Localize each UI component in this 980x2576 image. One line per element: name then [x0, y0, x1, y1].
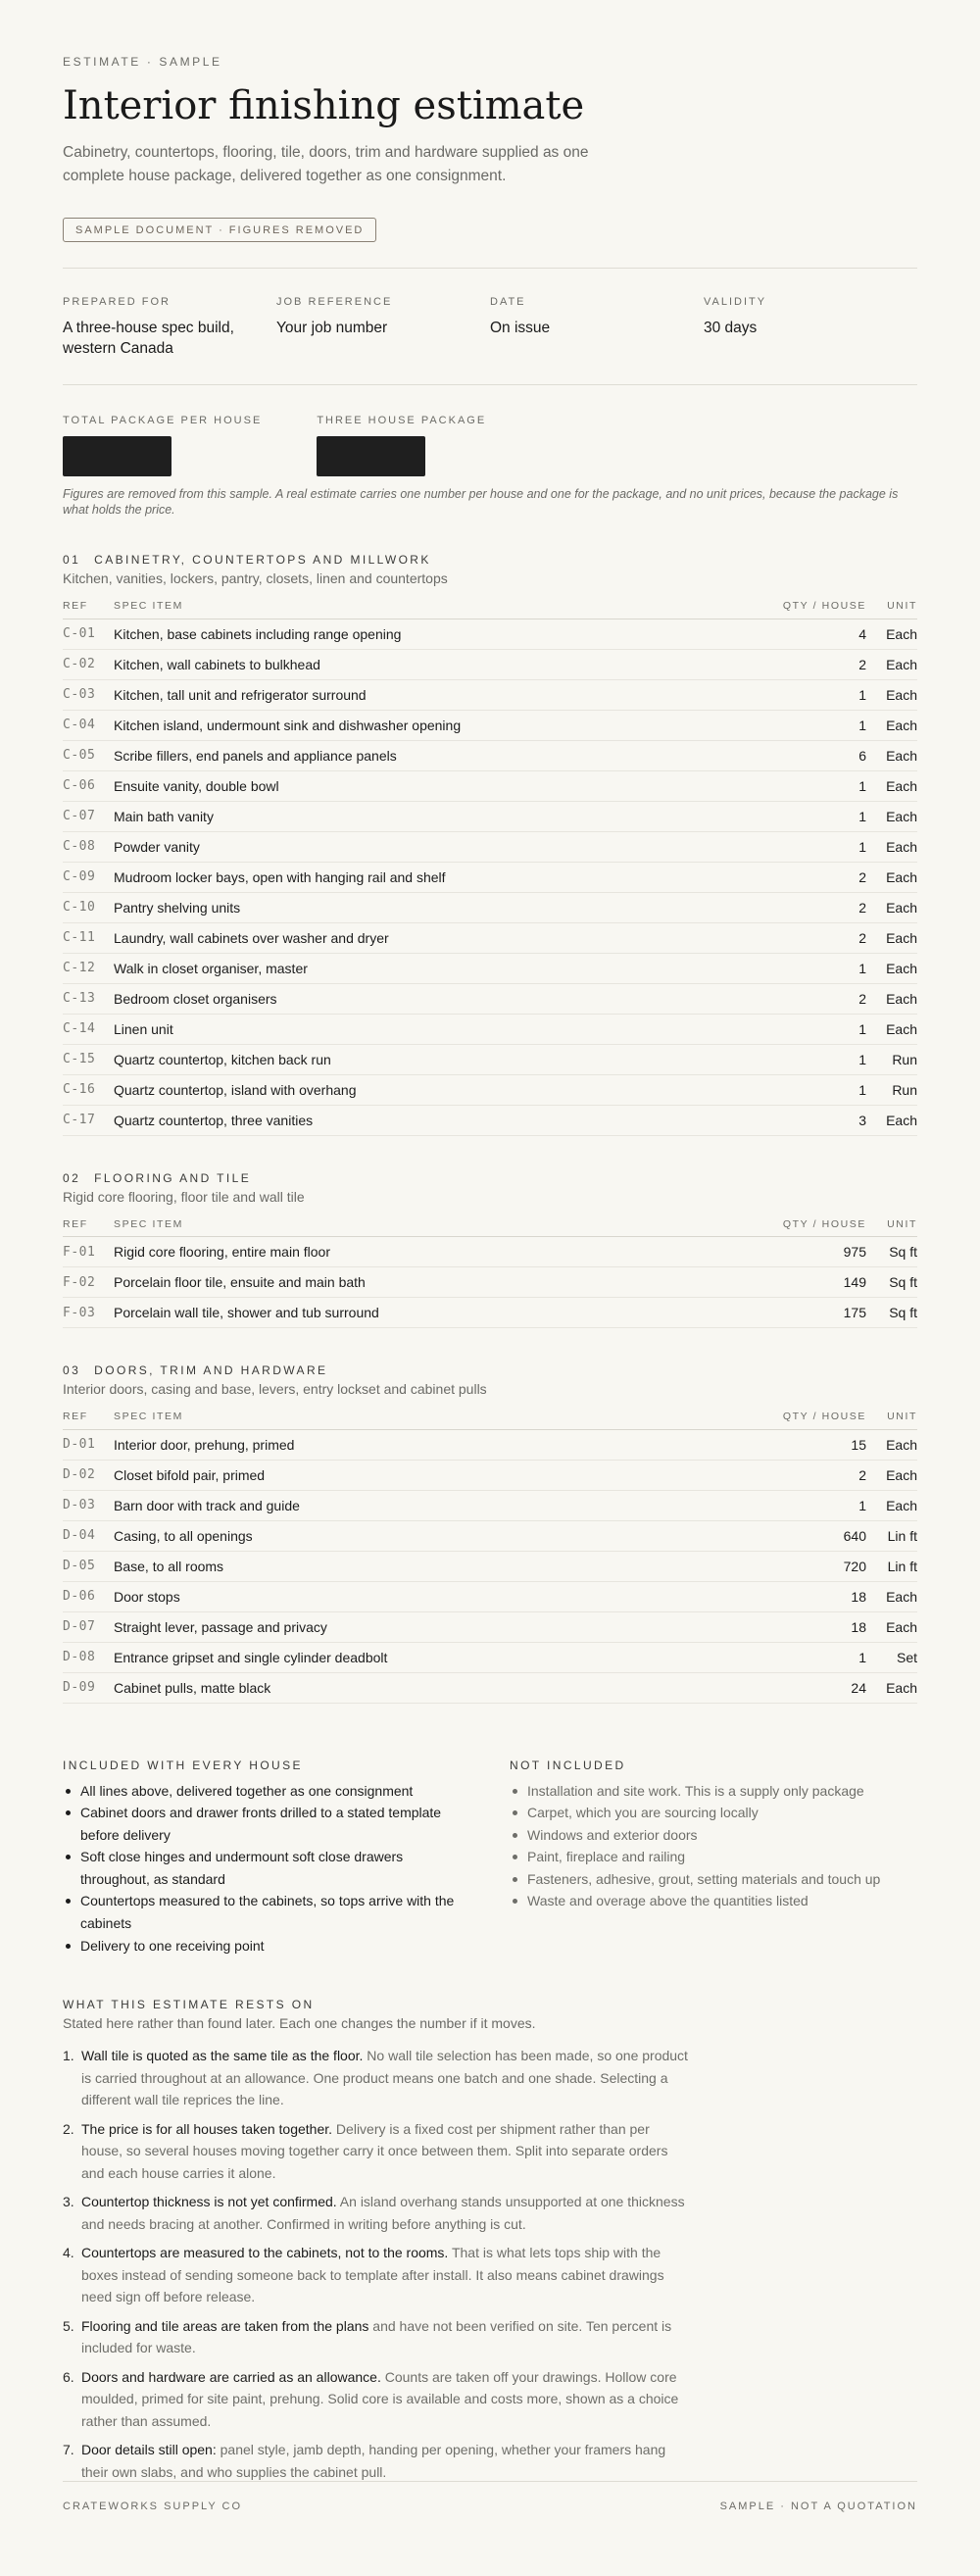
assumption-text: and have not been verified on site. Ten percent is included for waste.	[81, 2317, 672, 2356]
row-spec-item: Entrance gripset and single cylinder deadbolt	[114, 1642, 719, 1672]
meta-value: On issue	[490, 320, 551, 336]
row-spec-item: Quartz countertop, kitchen back run	[114, 1044, 719, 1074]
row-unit: Each	[866, 1490, 917, 1520]
row-ref: C-14	[63, 1014, 114, 1044]
row-quantity: 975	[719, 1237, 866, 1267]
table-header-row	[63, 1405, 917, 1429]
assumption-item	[63, 2191, 690, 2235]
row-spec-item: Kitchen, tall unit and refrigerator surround	[114, 679, 719, 710]
assumption-number: 4.	[63, 2245, 74, 2261]
row-quantity: 1	[719, 953, 866, 983]
row-unit: Each	[866, 1611, 917, 1642]
row-quantity: 2	[719, 649, 866, 679]
row-spec-item: Casing, to all openings	[114, 1520, 719, 1551]
included-heading: INCLUDED WITH EVERY HOUSE	[63, 1758, 303, 1772]
row-ref: D-05	[63, 1551, 114, 1581]
row-unit: Each	[866, 710, 917, 740]
section-title: CABINETRY, COUNTERTOPS AND MILLWORK	[94, 553, 431, 567]
meta-value: A three-house spec build, western Canada	[63, 320, 234, 357]
row-ref: C-09	[63, 862, 114, 892]
row-ref: C-10	[63, 892, 114, 922]
row-ref: C-05	[63, 740, 114, 770]
estimate-section	[63, 553, 917, 1136]
column-header-item: SPEC ITEM	[114, 594, 719, 619]
estimate-section	[63, 1363, 917, 1704]
row-spec-item: Closet bifold pair, primed	[114, 1460, 719, 1490]
row-spec-item: Straight lever, passage and privacy	[114, 1611, 719, 1642]
assumption-number: 7.	[63, 2442, 74, 2458]
row-ref: C-16	[63, 1074, 114, 1105]
row-spec-item: Pantry shelving units	[114, 892, 719, 922]
included-list	[63, 1759, 510, 1957]
assumption-item	[63, 2242, 690, 2308]
estimate-page	[63, 0, 917, 2490]
assumption-number: 2.	[63, 2120, 74, 2137]
column-header-item: SPEC ITEM	[114, 1405, 719, 1429]
row-ref: D-08	[63, 1642, 114, 1672]
row-ref: C-03	[63, 679, 114, 710]
assumption-item	[63, 2045, 690, 2111]
row-unit: Each	[866, 983, 917, 1014]
meta-job-reference	[276, 296, 490, 359]
row-quantity: 1	[719, 1490, 866, 1520]
table-row	[63, 831, 917, 862]
table-row	[63, 983, 917, 1014]
column-header-ref: REF	[63, 594, 114, 619]
table-row	[63, 892, 917, 922]
redacted-figure	[317, 436, 425, 476]
row-spec-item: Ensuite vanity, double bowl	[114, 770, 719, 801]
row-spec-item: Mudroom locker bays, open with hanging rail and shelf	[114, 862, 719, 892]
row-ref: C-04	[63, 710, 114, 740]
table-row	[63, 953, 917, 983]
column-header-unit: UNIT	[866, 594, 917, 619]
row-ref: F-02	[63, 1267, 114, 1298]
assumptions-subheading: Stated here rather than found later. Each one changes the number if it moves.	[63, 2015, 536, 2032]
table-row	[63, 1642, 917, 1672]
row-unit: Each	[866, 862, 917, 892]
row-ref: C-17	[63, 1105, 114, 1135]
column-header-unit: UNIT	[866, 1405, 917, 1429]
row-spec-item: Bedroom closet organisers	[114, 983, 719, 1014]
assumption-text: Delivery is a fixed cost per shipment rather than per house, so several houses moving together carry it once between them. Split into separate orders and each house carries it alone.	[81, 2120, 668, 2181]
row-quantity: 149	[719, 1267, 866, 1298]
row-spec-item: Laundry, wall cabinets over washer and dryer	[114, 922, 719, 953]
column-header-ref: REF	[63, 1405, 114, 1429]
row-spec-item: Door stops	[114, 1581, 719, 1611]
table-header-row	[63, 1213, 917, 1237]
row-ref: C-07	[63, 801, 114, 831]
sample-stamp-badge: SAMPLE DOCUMENT · FIGURES REMOVED	[63, 218, 376, 242]
table-row	[63, 1611, 917, 1642]
row-unit: Lin ft	[866, 1551, 917, 1581]
excluded-list	[510, 1759, 917, 1957]
table-row	[63, 1298, 917, 1328]
column-header-qty: QTY / HOUSE	[719, 1405, 866, 1429]
meta-label: PREPARED FOR	[63, 296, 171, 308]
row-quantity: 2	[719, 892, 866, 922]
section-title: DOORS, TRIM AND HARDWARE	[94, 1363, 328, 1377]
assumption-item	[63, 2118, 690, 2185]
column-header-qty: QTY / HOUSE	[719, 1213, 866, 1237]
row-unit: Each	[866, 1460, 917, 1490]
row-unit: Each	[866, 1581, 917, 1611]
row-unit: Each	[866, 1105, 917, 1135]
row-quantity: 1	[719, 679, 866, 710]
row-quantity: 3	[719, 1105, 866, 1135]
excluded-heading: NOT INCLUDED	[510, 1758, 626, 1772]
row-ref: D-01	[63, 1429, 114, 1460]
table-row	[63, 1429, 917, 1460]
section-number: 01	[63, 553, 81, 567]
assumption-lead: Wall tile is quoted as the same tile as the floor.	[81, 2048, 364, 2064]
section-number: 02	[63, 1170, 81, 1185]
table-row	[63, 1672, 917, 1703]
table-row	[63, 1581, 917, 1611]
row-unit: Run	[866, 1044, 917, 1074]
row-unit: Each	[866, 619, 917, 649]
row-ref: D-06	[63, 1581, 114, 1611]
row-spec-item: Walk in closet organiser, master	[114, 953, 719, 983]
section-heading	[63, 553, 917, 567]
assumption-number: 5.	[63, 2317, 74, 2334]
row-ref: C-12	[63, 953, 114, 983]
assumption-item	[63, 2366, 690, 2433]
column-header-qty: QTY / HOUSE	[719, 594, 866, 619]
row-unit: Each	[866, 922, 917, 953]
row-ref: C-15	[63, 1044, 114, 1074]
meta-date	[490, 296, 704, 359]
meta-label: DATE	[490, 296, 526, 308]
section-heading	[63, 1171, 917, 1185]
row-quantity: 1	[719, 801, 866, 831]
row-quantity: 1	[719, 1044, 866, 1074]
table-row	[63, 770, 917, 801]
excluded-item: Windows and exterior doors	[510, 1824, 917, 1847]
row-unit: Each	[866, 1014, 917, 1044]
document-eyebrow: ESTIMATE · SAMPLE	[63, 55, 222, 69]
row-ref: C-11	[63, 922, 114, 953]
row-unit: Lin ft	[866, 1520, 917, 1551]
redacted-figure	[63, 436, 172, 476]
total-label: THREE HOUSE PACKAGE	[317, 415, 487, 426]
estimate-sections	[63, 553, 917, 1704]
total-three-house	[317, 415, 486, 476]
row-ref: C-01	[63, 619, 114, 649]
row-spec-item: Kitchen, base cabinets including range opening	[114, 619, 719, 649]
row-unit: Sq ft	[866, 1237, 917, 1267]
row-spec-item: Linen unit	[114, 1014, 719, 1044]
total-per-house	[63, 415, 262, 476]
table-row	[63, 740, 917, 770]
table-row	[63, 1105, 917, 1135]
assumption-text: Counts are taken off your drawings. Hollow core moulded, primed for site paint, prehung. Solid core is available and costs more, shown as a choice rather than assumed.	[81, 2368, 679, 2429]
divider	[63, 384, 917, 385]
row-quantity: 2	[719, 983, 866, 1014]
meta-prepared-for	[63, 296, 276, 359]
figures-removed-note: Figures are removed from this sample. A real estimate carries one number per house and one for the package, and no unit prices, because the package is what holds the price.	[63, 487, 899, 517]
table-row	[63, 649, 917, 679]
assumption-lead: Countertop thickness is not yet confirmed.	[81, 2194, 337, 2210]
row-ref: F-03	[63, 1298, 114, 1328]
assumption-lead: The price is for all houses taken together.	[81, 2120, 333, 2137]
row-spec-item: Main bath vanity	[114, 801, 719, 831]
included-item: Soft close hinges and undermount soft close drawers throughout, as standard	[63, 1846, 455, 1890]
row-unit: Sq ft	[866, 1298, 917, 1328]
section-description: Kitchen, vanities, lockers, pantry, closets, linen and countertops	[63, 570, 448, 586]
assumption-number: 1.	[63, 2048, 74, 2064]
row-quantity: 4	[719, 619, 866, 649]
assumptions-heading: WHAT THIS ESTIMATE RESTS ON	[63, 1998, 315, 2012]
row-quantity: 18	[719, 1611, 866, 1642]
row-unit: Run	[866, 1074, 917, 1105]
table-row	[63, 1267, 917, 1298]
package-totals	[63, 415, 917, 476]
row-quantity: 6	[719, 740, 866, 770]
row-ref: C-13	[63, 983, 114, 1014]
row-unit: Each	[866, 770, 917, 801]
section-heading	[63, 1363, 917, 1377]
row-quantity: 15	[719, 1429, 866, 1460]
assumption-number: 6.	[63, 2368, 74, 2385]
table-row	[63, 1014, 917, 1044]
row-ref: C-02	[63, 649, 114, 679]
included-item: Countertops measured to the cabinets, so tops arrive with the cabinets	[63, 1890, 455, 1934]
row-unit: Each	[866, 801, 917, 831]
total-label: TOTAL PACKAGE PER HOUSE	[63, 415, 263, 426]
row-spec-item: Cabinet pulls, matte black	[114, 1672, 719, 1703]
table-row	[63, 801, 917, 831]
row-spec-item: Porcelain floor tile, ensuite and main bath	[114, 1267, 719, 1298]
row-quantity: 640	[719, 1520, 866, 1551]
assumption-number: 3.	[63, 2194, 74, 2210]
assumption-text: No wall tile selection has been made, so one product is carried throughout at an allowance. One product means one batch and one shade. Selecting a different wall tile reprices the line.	[81, 2048, 688, 2108]
row-ref: F-01	[63, 1237, 114, 1267]
assumption-text: That is what lets tops ship with the boxes instead of sending someone back to template after install. It also means cabinet drawings need sign off before release.	[81, 2245, 664, 2305]
excluded-item: Paint, fireplace and railing	[510, 1846, 917, 1868]
table-row	[63, 1237, 917, 1267]
row-unit: Each	[866, 1672, 917, 1703]
meta-validity	[704, 296, 917, 359]
row-unit: Each	[866, 953, 917, 983]
row-spec-item: Base, to all rooms	[114, 1551, 719, 1581]
row-unit: Each	[866, 1429, 917, 1460]
estimate-meta	[63, 269, 917, 384]
row-unit: Each	[866, 892, 917, 922]
column-header-ref: REF	[63, 1213, 114, 1237]
spec-table	[63, 594, 917, 1136]
table-row	[63, 1490, 917, 1520]
meta-value: 30 days	[704, 320, 758, 336]
included-item: Delivery to one receiving point	[63, 1935, 455, 1957]
table-row	[63, 619, 917, 649]
row-spec-item: Barn door with track and guide	[114, 1490, 719, 1520]
row-quantity: 1	[719, 1642, 866, 1672]
row-spec-item: Powder vanity	[114, 831, 719, 862]
meta-label: JOB REFERENCE	[276, 296, 393, 308]
row-quantity: 1	[719, 770, 866, 801]
section-description: Interior doors, casing and base, levers, entry lockset and cabinet pulls	[63, 1381, 487, 1397]
included-item: Cabinet doors and drawer fronts drilled to a stated template before delivery	[63, 1802, 455, 1846]
row-unit: Each	[866, 740, 917, 770]
row-ref: D-02	[63, 1460, 114, 1490]
row-quantity: 18	[719, 1581, 866, 1611]
page-footer	[63, 2481, 917, 2512]
row-quantity: 24	[719, 1672, 866, 1703]
estimate-section	[63, 1171, 917, 1329]
table-row	[63, 1551, 917, 1581]
row-spec-item: Quartz countertop, island with overhang	[114, 1074, 719, 1105]
row-unit: Each	[866, 649, 917, 679]
section-title: FLOORING AND TILE	[94, 1170, 252, 1185]
row-ref: D-04	[63, 1520, 114, 1551]
row-quantity: 175	[719, 1298, 866, 1328]
page-subtitle: Cabinetry, countertops, flooring, tile, doors, trim and hardware supplied as one complete house package, delivered together as one consignment.	[63, 144, 589, 184]
table-row	[63, 862, 917, 892]
row-quantity: 1	[719, 710, 866, 740]
assumption-lead: Door details still open:	[81, 2442, 217, 2458]
row-quantity: 2	[719, 922, 866, 953]
row-ref: D-03	[63, 1490, 114, 1520]
spec-table	[63, 1405, 917, 1704]
assumption-text: An island overhang stands unsupported at one thickness and needs bracing at another. Confirmed in writing before anything is cut.	[81, 2194, 685, 2232]
footer-disclaimer: SAMPLE · NOT A QUOTATION	[719, 2501, 917, 2512]
table-header-row	[63, 594, 917, 619]
row-quantity: 1	[719, 1014, 866, 1044]
assumption-lead: Doors and hardware are carried as an allowance.	[81, 2368, 381, 2385]
row-spec-item: Rigid core flooring, entire main floor	[114, 1237, 719, 1267]
assumption-lead: Flooring and tile areas are taken from the plans	[81, 2317, 369, 2334]
row-quantity: 720	[719, 1551, 866, 1581]
row-spec-item: Porcelain wall tile, shower and tub surround	[114, 1298, 719, 1328]
column-header-item: SPEC ITEM	[114, 1213, 719, 1237]
inclusions-exclusions	[63, 1759, 917, 1957]
table-row	[63, 1460, 917, 1490]
row-quantity: 1	[719, 1074, 866, 1105]
assumptions	[63, 1998, 690, 2483]
footer-company: CRATEWORKS SUPPLY CO	[63, 2501, 243, 2512]
row-unit: Each	[866, 831, 917, 862]
meta-value: Your job number	[276, 320, 388, 336]
included-item: All lines above, delivered together as one consignment	[63, 1780, 455, 1803]
row-spec-item: Kitchen, wall cabinets to bulkhead	[114, 649, 719, 679]
row-spec-item: Interior door, prehung, primed	[114, 1429, 719, 1460]
row-unit: Each	[866, 679, 917, 710]
section-description: Rigid core flooring, floor tile and wall tile	[63, 1188, 305, 1205]
section-number: 03	[63, 1363, 81, 1377]
row-quantity: 2	[719, 1460, 866, 1490]
assumptions-list	[63, 2045, 690, 2483]
excluded-item: Carpet, which you are sourcing locally	[510, 1802, 917, 1824]
row-quantity: 1	[719, 831, 866, 862]
page-title: Interior finishing estimate	[63, 83, 585, 128]
excluded-item: Installation and site work. This is a supply only package	[510, 1780, 917, 1803]
assumption-lead: Countertops are measured to the cabinets, not to the rooms.	[81, 2245, 449, 2261]
table-row	[63, 1074, 917, 1105]
excluded-items	[510, 1780, 917, 1913]
assumption-item	[63, 2315, 690, 2359]
table-row	[63, 1044, 917, 1074]
assumption-item	[63, 2439, 690, 2483]
row-ref: D-09	[63, 1672, 114, 1703]
row-ref: D-07	[63, 1611, 114, 1642]
row-spec-item: Quartz countertop, three vanities	[114, 1105, 719, 1135]
row-ref: C-06	[63, 770, 114, 801]
row-quantity: 2	[719, 862, 866, 892]
meta-label: VALIDITY	[704, 296, 767, 308]
table-row	[63, 1520, 917, 1551]
excluded-item: Fasteners, adhesive, grout, setting materials and touch up	[510, 1868, 917, 1891]
row-unit: Sq ft	[866, 1267, 917, 1298]
included-items	[63, 1780, 510, 1957]
row-spec-item: Kitchen island, undermount sink and dishwasher opening	[114, 710, 719, 740]
excluded-item: Waste and overage above the quantities listed	[510, 1890, 917, 1912]
row-spec-item: Scribe fillers, end panels and appliance panels	[114, 740, 719, 770]
table-row	[63, 679, 917, 710]
assumption-text: panel style, jamb depth, handing per opening, whether your framers hang their own slabs, and who supplies the cabinet pull.	[81, 2442, 666, 2480]
row-ref: C-08	[63, 831, 114, 862]
table-row	[63, 922, 917, 953]
column-header-unit: UNIT	[866, 1213, 917, 1237]
spec-table	[63, 1213, 917, 1329]
table-row	[63, 710, 917, 740]
row-unit: Set	[866, 1642, 917, 1672]
